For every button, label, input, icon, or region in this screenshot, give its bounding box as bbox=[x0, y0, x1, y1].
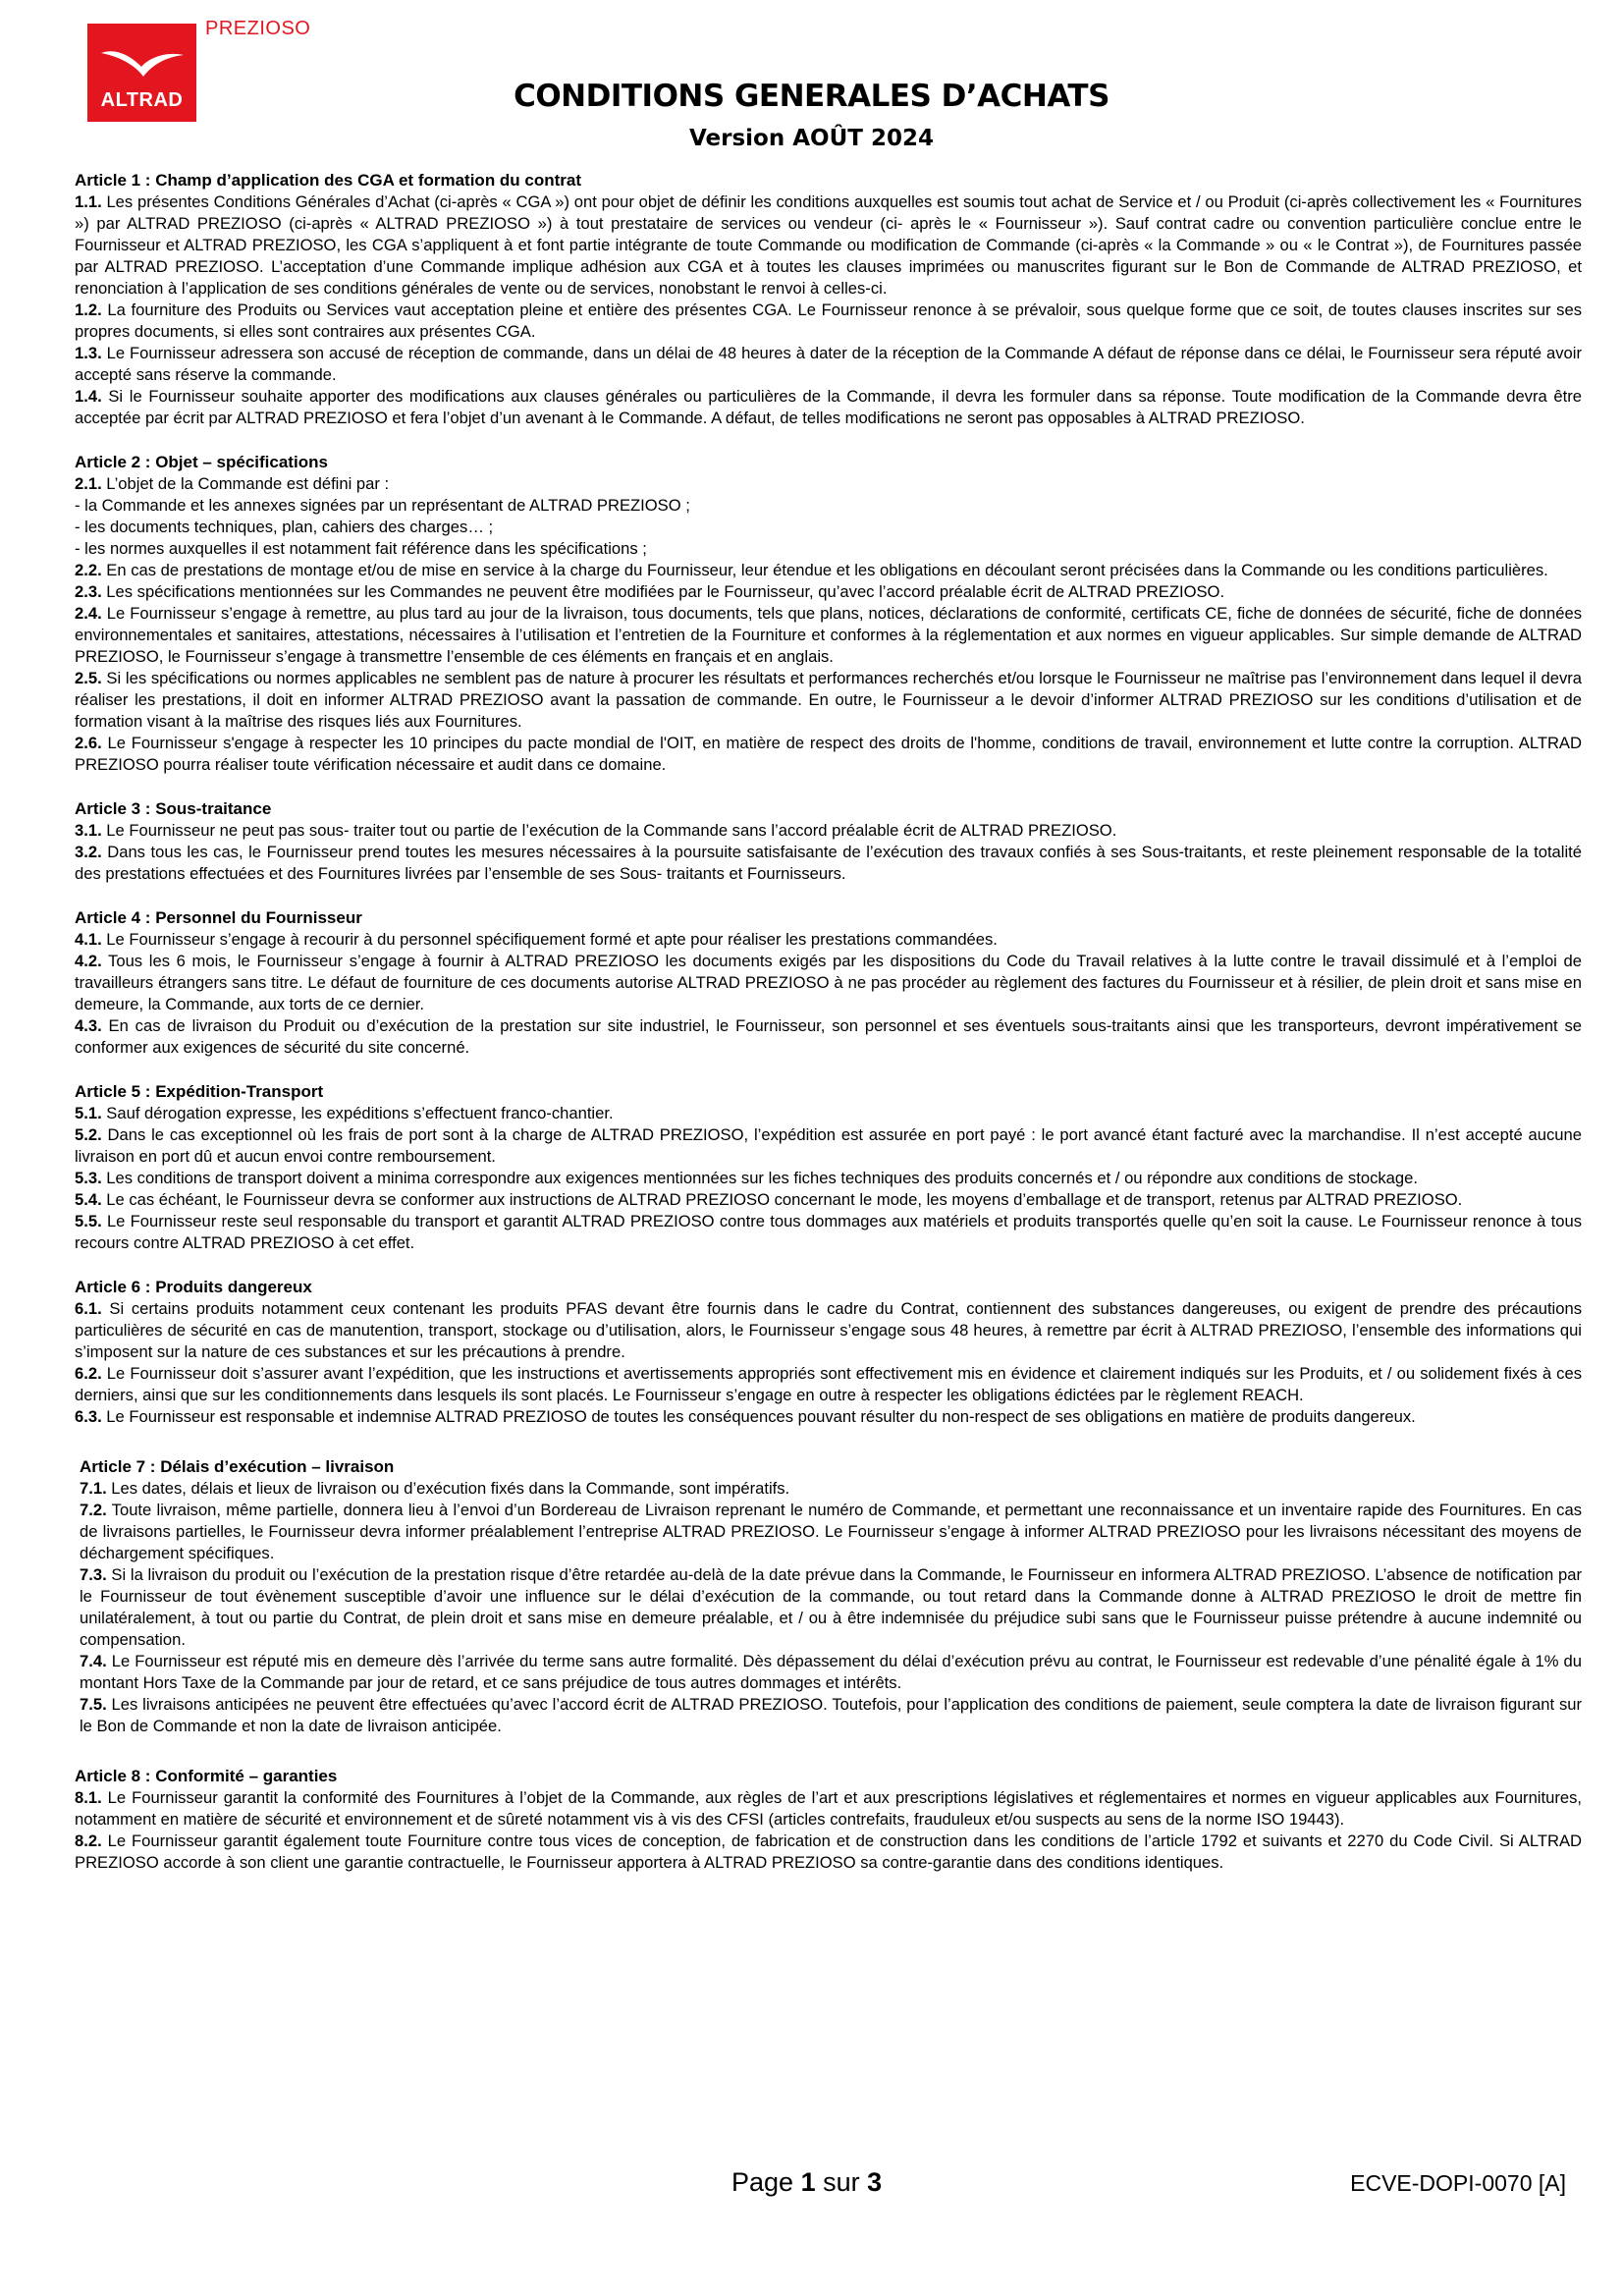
paragraph-text: Le Fournisseur doit s’assurer avant l’expédition, que les instructions et avertissements appropriés sont effectivement mis en évidence et clairement indiqués sur les Produits, et / ou solidement fixés à ces derniers, ainsi que sur les conditionnements dans lesquels ils sont placés. Le Fournisseur s’engage en outre à respecter les obligations édictées par le règlement REACH. bbox=[75, 1364, 1582, 1404]
paragraph-number: 3.1. bbox=[75, 821, 102, 840]
paragraph bbox=[75, 191, 1582, 300]
paragraph-text: Si le Fournisseur souhaite apporter des modifications aux clauses générales ou particulières de la Commande, il devra les formuler dans sa réponse. Toute modification de la Commande devra être acceptée par écrit par ALTRAD PREZIOSO et fera l’objet d’un avenant à le Commande. A défaut, de telles modifications ne seront pas opposables à ALTRAD PREZIOSO. bbox=[75, 387, 1582, 427]
paragraph-number: 4.1. bbox=[75, 930, 102, 949]
paragraph-number: 5.5. bbox=[75, 1212, 102, 1230]
paragraph bbox=[75, 1189, 1582, 1211]
paragraph-number: 6.2. bbox=[75, 1364, 102, 1383]
paragraph-text: Si les spécifications ou normes applicables ne semblent pas de nature à procurer les résultats et performances recherchés et/ou lorsque le Fournisseur ne maîtrise pas l’environnement dans lequel il devra réaliser les prestations, il doit en informer ALTRAD PREZIOSO avant la passation de commande. En outre, le Fournisseur a le devoir d’informer ALTRAD PREZIOSO sur les conditions d’utilisation et de formation visant à la maîtrise des risques liés aux Fournitures. bbox=[75, 669, 1582, 731]
paragraph-number: 1.1. bbox=[75, 192, 102, 211]
paragraph-number: 2.6. bbox=[75, 734, 102, 752]
paragraph-number: 6.1. bbox=[75, 1299, 102, 1318]
article-title: Article 6 : Produits dangereux bbox=[75, 1278, 312, 1296]
paragraph bbox=[75, 343, 1582, 386]
paragraph-number: 2.5. bbox=[75, 669, 102, 687]
paragraph-number: 1.2. bbox=[75, 301, 102, 319]
paragraph-number: 5.4. bbox=[75, 1190, 102, 1209]
total-pages: 3 bbox=[867, 2167, 883, 2197]
paragraph bbox=[75, 842, 1582, 885]
paragraph-text: La fourniture des Produits ou Services vaut acceptation pleine et entière des présentes CGA. Le Fournisseur renonce à se prévaloir, sous quelque forme que ce soit, de toutes clauses inscrites sur ses propres documents, si elles sont contraires aux présentes CGA. bbox=[75, 301, 1582, 341]
article-6 bbox=[75, 1277, 1582, 1428]
paragraph-number: 2.4. bbox=[75, 604, 102, 623]
paragraph bbox=[75, 386, 1582, 429]
paragraph bbox=[80, 1564, 1582, 1651]
article-4 bbox=[75, 907, 1582, 1059]
paragraph-number: 7.1. bbox=[80, 1479, 107, 1498]
paragraph-text: Les présentes Conditions Générales d’Achat (ci-après « CGA ») ont pour objet de définir les conditions auxquelles est soumis tout achat de Service et / ou Produit (ci-après collectivement les « Fournitures ») par ALTRAD PREZIOSO (ci-après « ALTRAD PREZIOSO ») à tout prestataire de services ou vendeur (ci- après le « Fournisseur »). Sauf contrat cadre ou convention particulière conclue entre le Fournisseur et ALTRAD PREZIOSO, les CGA s’appliquent à et font partie intégrante de toute Commande ou modification de Commande (ci-après « la Commande » ou « le Contrat »), de Fournitures passée par ALTRAD PREZIOSO. L’acceptation d’une Commande implique adhésion aux CGA et à toutes les clauses imprimées ou manuscrites figurant sur le Bon de Commande de ALTRAD PREZIOSO, et renonciation à l’application de ses conditions générales de vente ou de services, nonobstant le renvoi à celles-ci. bbox=[75, 192, 1582, 298]
article-1 bbox=[75, 170, 1582, 429]
current-page: 1 bbox=[800, 2167, 816, 2197]
paragraph-text: Le Fournisseur garantit également toute Fourniture contre tous vices de conception, de fabrication et de construction dans les conditions de l’article 1792 et suivants et 2270 du Code Civil. Si ALTRAD PREZIOSO accorde à son client une garantie contractuelle, le Fournisseur apportera à ALTRAD PREZIOSO sa contre-garantie dans des conditions identiques. bbox=[75, 1831, 1582, 1872]
article-title: Article 7 : Délais d’exécution – livraison bbox=[80, 1457, 395, 1476]
paragraph-text: Toute livraison, même partielle, donnera lieu à l’envoi d’un Bordereau de Livraison reprenant le numéro de Commande, et permettant une reconnaissance et un inventaire rapide des Fournitures. En cas de livraisons partielles, le Fournisseur devra informer préalablement l’entreprise ALTRAD PREZIOSO. Le Fournisseur s’engage à informer ALTRAD PREZIOSO pour les livraisons nécessitant des moyens de déchargement spécifiques. bbox=[80, 1501, 1582, 1562]
article-title: Article 3 : Sous-traitance bbox=[75, 799, 272, 818]
paragraph bbox=[75, 951, 1582, 1015]
paragraph-text: Le Fournisseur adressera son accusé de réception de commande, dans un délai de 48 heures à dater de la réception de la Commande A défaut de réponse dans ce délai, le Fournisseur sera réputé avoir accepté sans réserve la commande. bbox=[75, 344, 1582, 384]
paragraph-text: Les livraisons anticipées ne peuvent être effectuées qu’avec l’accord écrit de ALTRAD PREZIOSO. Toutefois, pour l’application des conditions de paiement, seule comptera la date de livraison figurant sur le Bon de Commande et non la date de livraison anticipée. bbox=[80, 1695, 1582, 1735]
paragraph-number: 7.3. bbox=[80, 1565, 107, 1584]
paragraph-text: Le Fournisseur est responsable et indemnise ALTRAD PREZIOSO de toutes les conséquences pouvant résulter du non-respect de ses obligations en matière de produits dangereux. bbox=[101, 1407, 1416, 1426]
paragraph-text: Si certains produits notamment ceux contenant les produits PFAS devant être fournis dans le cadre du Contrat, contiennent des substances dangereuses, ou exigent de prendre des précautions particulières de sécurité en cas de manutention, transport, stockage ou d’utilisation, alors, le Fournisseur s’engage sous 48 heures, à remettre par écrit à ALTRAD PREZIOSO, l’ensemble des informations qui s’imposent sur la nature de ces substances et sur les précautions à prendre. bbox=[75, 1299, 1582, 1361]
paragraph bbox=[80, 1478, 1582, 1500]
paragraph bbox=[75, 1831, 1582, 1874]
logo-text: ALTRAD bbox=[100, 89, 184, 111]
paragraph-text: Dans le cas exceptionnel où les frais de port sont à la charge de ALTRAD PREZIOSO, l’expédition est assurée en port payé : le port avancé étant facturé avec la marchandise. Il n’est accepté aucune livraison en port dû et aucun envoi contre remboursement. bbox=[75, 1125, 1582, 1166]
paragraph-text: Le Fournisseur s'engage à respecter les 10 principes du pacte mondial de l'OIT, en matière de respect des droits de l'homme, conditions de travail, environnement et lutte contre la corruption. ALTRAD PREZIOSO pourra réaliser toute vérification nécessaire et audit dans ce domaine. bbox=[75, 734, 1582, 774]
paragraph-number: 5.2. bbox=[75, 1125, 102, 1144]
article-title: Article 5 : Expédition-Transport bbox=[75, 1082, 324, 1101]
article-3 bbox=[75, 798, 1582, 885]
paragraph-number: 1.3. bbox=[75, 344, 102, 362]
paragraph bbox=[75, 668, 1582, 733]
paragraph bbox=[75, 1406, 1582, 1428]
article-title: Article 8 : Conformité – garanties bbox=[75, 1767, 338, 1785]
paragraph-text: Les spécifications mentionnées sur les Commandes ne peuvent être modifiées par le Fournisseur, qu’avec l’accord préalable écrit de ALTRAD PREZIOSO. bbox=[101, 582, 1225, 601]
paragraph-text: En cas de livraison du Produit ou d’exécution de la prestation sur site industriel, le Fournisseur, son personnel et ses éventuels sous-traitants ainsi que les transporteurs, devront impérativement se conformer aux exigences de sécurité du site concerné. bbox=[75, 1016, 1582, 1057]
paragraph-number: 1.4. bbox=[75, 387, 102, 406]
document-reference: ECVE-DOPI-0070 [A] bbox=[1350, 2170, 1566, 2196]
paragraph-number: 4.3. bbox=[75, 1016, 102, 1035]
paragraph bbox=[75, 1211, 1582, 1254]
paragraph bbox=[80, 1694, 1582, 1737]
paragraph-number: 8.2. bbox=[75, 1831, 102, 1850]
paragraph-text: Le Fournisseur reste seul responsable du transport et garantit ALTRAD PREZIOSO contre tous dommages aux matériels et produits transportés quelle qu’en soit la cause. Le Fournisseur renonce à tous recours contre ALTRAD PREZIOSO à cet effet. bbox=[75, 1212, 1582, 1252]
paragraph-number: 8.1. bbox=[75, 1788, 102, 1807]
document-body bbox=[75, 170, 1582, 1896]
sur-word: sur bbox=[823, 2167, 860, 2197]
paragraph-text: Le cas échéant, le Fournisseur devra se conformer aux instructions de ALTRAD PREZIOSO concernant le mode, les moyens d’emballage et de transport, retenus par ALTRAD PREZIOSO. bbox=[101, 1190, 1463, 1209]
article-title: Article 4 : Personnel du Fournisseur bbox=[75, 908, 362, 927]
paragraph bbox=[75, 1103, 1582, 1124]
paragraph-text: - les documents techniques, plan, cahiers des charges… ; bbox=[75, 518, 494, 536]
paragraph bbox=[75, 560, 1582, 581]
paragraph-text: - la Commande et les annexes signées par un représentant de ALTRAD PREZIOSO ; bbox=[75, 496, 690, 515]
page-number bbox=[731, 2167, 882, 2198]
paragraph bbox=[75, 1787, 1582, 1831]
paragraph-text: Les conditions de transport doivent a minima correspondre aux exigences mentionnées sur les fiches techniques des produits concernés et / ou répondre aux conditions de stockage. bbox=[101, 1169, 1418, 1187]
paragraph-text: Les dates, délais et lieux de livraison ou d’exécution fixés dans la Commande, sont impératifs. bbox=[106, 1479, 790, 1498]
paragraph-text: Le Fournisseur s’engage à remettre, au plus tard au jour de la livraison, tous documents, tels que plans, notices, déclarations de conformité, certificats CE, fiche de données de sécurité, fiche de données environnementales et sanitaires, attestations, nécessaires à l’utilisation et l’entretien de la Fourniture et conformes à la réglementation et aux normes en vigueur applicables. Sur simple demande de ALTRAD PREZIOSO, le Fournisseur s’engage à transmettre l’ensemble de ces éléments en français et en anglais. bbox=[75, 604, 1582, 666]
paragraph bbox=[75, 929, 1582, 951]
list-item bbox=[75, 495, 1582, 517]
article-5 bbox=[75, 1081, 1582, 1254]
paragraph bbox=[80, 1500, 1582, 1564]
article-7 bbox=[75, 1456, 1582, 1737]
paragraph-text: Le Fournisseur est réputé mis en demeure dès l’arrivée du terme sans autre formalité. Dès dépassement du délai d’exécution prévu au contrat, le Fournisseur est redevable d’une pénalité égale à 1% du montant Hors Taxe de la Commande par jour de retard, et ce sans préjudice de tous autres dommages et intérêts. bbox=[80, 1652, 1582, 1692]
article-2 bbox=[75, 452, 1582, 776]
paragraph-text: - les normes auxquelles il est notamment fait référence dans les spécifications ; bbox=[75, 539, 647, 558]
article-title: Article 1 : Champ d’application des CGA et formation du contrat bbox=[75, 171, 582, 190]
paragraph-number: 3.2. bbox=[75, 843, 102, 861]
paragraph-number: 2.2. bbox=[75, 561, 102, 579]
paragraph bbox=[75, 603, 1582, 668]
list-item bbox=[75, 517, 1582, 538]
paragraph bbox=[75, 733, 1582, 776]
paragraph-text: Le Fournisseur ne peut pas sous- traiter tout ou partie de l’exécution de la Commande sans l’accord préalable écrit de ALTRAD PREZIOSO. bbox=[101, 821, 1117, 840]
brand-name: PREZIOSO bbox=[205, 18, 311, 39]
paragraph-text: En cas de prestations de montage et/ou de mise en service à la charge du Fournisseur, leur étendue et les obligations en découlant seront précisées dans la Commande ou les conditions particulières. bbox=[101, 561, 1548, 579]
paragraph-text: Sauf dérogation expresse, les expéditions s’effectuent franco-chantier. bbox=[101, 1104, 614, 1122]
paragraph bbox=[75, 1124, 1582, 1168]
article-8 bbox=[75, 1766, 1582, 1874]
paragraph-number: 5.3. bbox=[75, 1169, 102, 1187]
paragraph bbox=[75, 581, 1582, 603]
paragraph bbox=[75, 473, 1582, 495]
paragraph-number: 2.3. bbox=[75, 582, 102, 601]
page-word: Page bbox=[731, 2167, 794, 2197]
article-title: Article 2 : Objet – spécifications bbox=[75, 453, 328, 471]
document-title: CONDITIONS GENERALES D’ACHATS bbox=[514, 79, 1109, 114]
paragraph-number: 7.5. bbox=[80, 1695, 107, 1714]
paragraph bbox=[75, 1015, 1582, 1059]
paragraph-text: Tous les 6 mois, le Fournisseur s’engage à fournir à ALTRAD PREZIOSO les documents exigés par les dispositions du Code du Travail relatives à la lutte contre le travail dissimulé et à l’emploi de travailleurs étrangers sans titre. Le défaut de fourniture de ces documents autorise ALTRAD PREZIOSO à ne pas procéder au règlement des factures du Fournisseur et à résilier, de plein droit et sans mise en demeure, la Commande, aux torts de ce dernier. bbox=[75, 952, 1582, 1013]
paragraph-number: 4.2. bbox=[75, 952, 102, 970]
paragraph bbox=[75, 1298, 1582, 1363]
paragraph-text: Si la livraison du produit ou l’exécution de la prestation risque d’être retardée au-delà de la date prévue dans la Commande, le Fournisseur en informera ALTRAD PREZIOSO. L’absence de notification par le Fournisseur de tout évènement susceptible d’avoir une influence sur le délai d’exécution de la commande, ou tout retard dans la Commande donne à ALTRAD PREZIOSO le droit de mettre fin unilatéralement, à tout ou partie du Contrat, de plein droit et sans mise en demeure préalable, et / ou à être indemnisée du préjudice subi sans que le Fournisseur puisse prétendre à aucune indemnité ou compensation. bbox=[80, 1565, 1582, 1649]
paragraph-number: 7.2. bbox=[80, 1501, 107, 1519]
paragraph-number: 2.1. bbox=[75, 474, 102, 493]
paragraph-text: L’objet de la Commande est défini par : bbox=[101, 474, 390, 493]
paragraph bbox=[75, 1363, 1582, 1406]
paragraph bbox=[75, 1168, 1582, 1189]
document-version: Version AOÛT 2024 bbox=[689, 126, 934, 151]
paragraph-number: 5.1. bbox=[75, 1104, 102, 1122]
paragraph-text: Le Fournisseur garantit la conformité des Fournitures à l’objet de la Commande, aux règles de l’art et aux prescriptions législatives et réglementaires et normes en vigueur applicables aux Fournitures, notamment en matière de sécurité et environnement et de sûreté notamment vis à vis des CFSI (articles contrefaits, frauduleux et/ou suspects au sens de la norme ISO 19443). bbox=[75, 1788, 1582, 1829]
list-item bbox=[75, 538, 1582, 560]
paragraph-number: 6.3. bbox=[75, 1407, 102, 1426]
paragraph bbox=[75, 300, 1582, 343]
paragraph bbox=[80, 1651, 1582, 1694]
paragraph-number: 7.4. bbox=[80, 1652, 107, 1670]
paragraph bbox=[75, 820, 1582, 842]
paragraph-text: Le Fournisseur s’engage à recourir à du personnel spécifiquement formé et apte pour réaliser les prestations commandées. bbox=[101, 930, 998, 949]
paragraph-text: Dans tous les cas, le Fournisseur prend toutes les mesures nécessaires à la poursuite satisfaisante de l’exécution des travaux confiés à ses Sous-traitants, et reste pleinement responsable de la totalité des prestations effectuées et des Fournitures livrées par l’ensemble de ses Sous- traitants et Fournisseurs. bbox=[75, 843, 1582, 883]
